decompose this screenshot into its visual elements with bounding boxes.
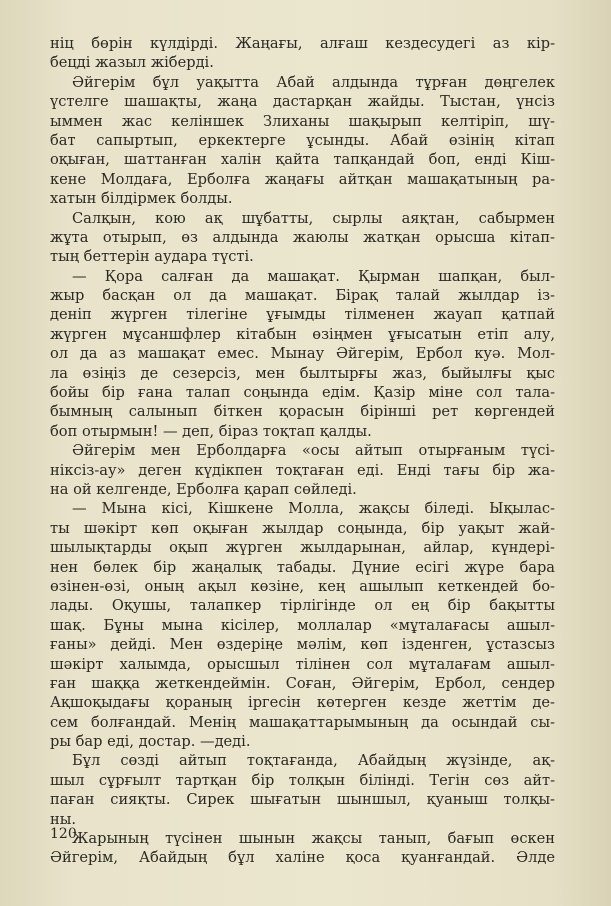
text-line: сем болғандай. Менің машақаттарымының да осындай сы- xyxy=(50,713,555,731)
text-line: ты шәкірт көп оқыған жылдар соңында, бір уақыт жай- xyxy=(50,519,555,537)
text-line: жыр басқан ол да машақат. Бірақ талай жылдар із- xyxy=(50,287,555,305)
text-line: жүрген мұсаншфлер кітабын өзіңмен ұғысатын етіп алу, xyxy=(50,325,555,343)
text-line: ла өзіңіз де сезерсіз, мен былтырғы жаз, быйылғы қыс xyxy=(50,364,555,382)
text-line: ры бар еді, достар. —деді. xyxy=(50,733,251,751)
text-line: Әйгерім, Абайдың бұл халіне қоса қуанғандай. Әлде xyxy=(50,849,555,867)
text-line: бойы бір ғана талап соңында едім. Қазір міне сол тала- xyxy=(50,384,555,402)
text-line: Әйгерім мен Ерболдарға «осы айтып отырғаным түсі- xyxy=(72,442,555,460)
text-line: лады. Оқушы, талапкер тірлігінде ол ең бір бақытты xyxy=(50,597,555,615)
text-line: шәкірт халымда, орысшыл тілінен сол мұталағам ашыл- xyxy=(50,655,555,673)
text-line: хатын білдірмек болды. xyxy=(50,190,233,208)
text-line: ғаны» дейді. Мен өздеріңе мәлім, көп ізденген, ұстазсыз xyxy=(50,636,555,654)
text-line: Бұл сөзді айтып тоқтағанда, Абайдың жүзінде, ақ- xyxy=(72,752,555,770)
body-text xyxy=(50,34,555,868)
text-line: шақ. Бұны мына кісілер, моллалар «мұталағасы ашыл- xyxy=(50,616,555,634)
text-line: шылықтарды оқып жүрген жылдарынан, айлар, күндері- xyxy=(50,539,555,557)
text-line: бецді жазыл жіберді. xyxy=(50,54,214,72)
text-line: шыл сұрғылт тартқан бір толқын білінді. Тегін сөз айт- xyxy=(50,771,555,789)
page-number: 120 xyxy=(50,826,77,842)
text-line: кене Молдаға, Ерболға жаңағы айтқан машақатының ра- xyxy=(50,170,555,188)
text-line: паған сияқты. Сирек шығатын шыншыл, қуаныш толқы- xyxy=(50,791,555,809)
text-line: нен бөлек бір жаңалық табады. Дүние есігі жүре бара xyxy=(50,558,555,576)
text-line: өзінен-өзі, оның ақыл көзіне, кең ашылып кеткендей бо- xyxy=(50,577,555,595)
text-line: ол да аз машақат емес. Мынау Әйгерім, Ербол куә. Мол- xyxy=(50,345,555,363)
text-line: Әйгерім бұл уақытта Абай алдында тұрған дөңгелек xyxy=(72,73,555,91)
text-line: ған шаққа жеткендеймін. Соған, Әйгерім, Ербол, сендер xyxy=(50,674,555,692)
text-line: нікcіз-ау» деген күдікпен тоқтаған еді. Енді тағы бір жа- xyxy=(50,461,555,479)
text-line: ны. xyxy=(50,810,76,828)
text-line: Салқын, кою ақ шұбатты, сырлы аяқтан, сабырмен xyxy=(72,209,555,227)
text-line: ыммен жас келіншек Злиханы шақырып келтіріп, шү- xyxy=(50,112,555,130)
text-line: үстелге шашақты, жаңа дастарқан жайды. Тыстан, үнсіз xyxy=(50,93,555,111)
text-line: Жарының түсінен шынын жақсы танып, бағып өскен xyxy=(72,830,555,848)
text-line: на ой келгенде, Ерболға қарап сөйледі. xyxy=(50,480,357,498)
text-line: бымның салынып біткен қорасын біріншi рет көргендей xyxy=(50,403,555,421)
text-line: — Мына кісі, Кішкене Молла, жақсы біледі. Ықылас- xyxy=(72,500,555,518)
text-line: Ақшоқыдағы қораның іргесін көтерген кезде жеттім де- xyxy=(50,694,555,712)
text-line: — Қора салған да машақат. Қырман шапқан, был- xyxy=(72,267,555,285)
text-line: боп отырмын! — деп, біраз тоқтап қалды. xyxy=(50,422,372,440)
text-line: деніп жүрген тілегіне ұғымды тілменен жауап қатпай xyxy=(50,306,555,324)
text-line: ніц бөрін күлдірді. Жаңағы, алғаш кездесудегі аз кір- xyxy=(50,35,555,52)
text-line: жұта отырып, өз алдында жаюлы жатқан орысша кітап- xyxy=(50,228,555,246)
text-line: оқыған, шаттанған халін қайта тапқандай боп, енді Кіш- xyxy=(50,151,555,169)
text-line: бат сапыртып, еркектерге ұсынды. Абай өзінің кітап xyxy=(50,131,555,149)
text-line: тың беттерін аудара түсті. xyxy=(50,248,254,266)
